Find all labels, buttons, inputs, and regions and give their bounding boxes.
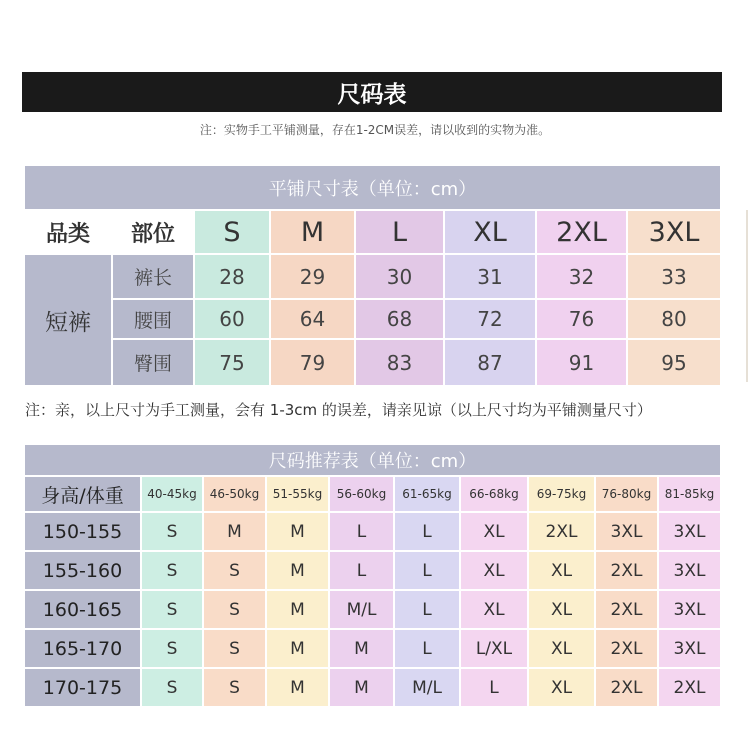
size-value-cell: 31 (445, 255, 535, 298)
size-value-cell: 83 (356, 340, 443, 385)
size-value-cell: 79 (271, 340, 354, 385)
recommended-size-cell: XL (461, 513, 527, 550)
recommended-size-cell: M (267, 591, 328, 628)
weight-header: 61-65kg (395, 477, 459, 511)
recommended-size-cell: 3XL (596, 513, 657, 550)
recommended-size-cell: M (267, 552, 328, 589)
measurement-note-top: 注：实物手工平铺测量，存在1-2CM误差，请以收到的实物为准。 (199, 122, 551, 137)
size-header-3xl: 3XL (628, 211, 720, 253)
recommended-size-cell: L (395, 552, 459, 589)
recommended-size-cell: S (204, 552, 265, 589)
weight-header: 56-60kg (330, 477, 393, 511)
size-header-s: S (195, 211, 269, 253)
size-value-cell: 29 (271, 255, 354, 298)
size-value-cell: 91 (537, 340, 626, 385)
part-label: 裤长 (113, 255, 193, 298)
weight-header: 69-75kg (529, 477, 594, 511)
height-range-cell: 165-170 (25, 630, 140, 667)
recommended-size-cell: M (267, 669, 328, 706)
size-recommend-table-title: 尺码推荐表（单位：cm） (25, 445, 720, 475)
recommended-size-cell: L (395, 591, 459, 628)
size-value-cell: 33 (628, 255, 720, 298)
recommended-size-cell: S (142, 591, 202, 628)
recommended-size-cell: 2XL (596, 669, 657, 706)
size-value-cell: 68 (356, 300, 443, 338)
recommended-size-cell: L (461, 669, 527, 706)
size-value-cell: 60 (195, 300, 269, 338)
size-value-cell: 76 (537, 300, 626, 338)
weight-header: 66-68kg (461, 477, 527, 511)
recommended-size-cell: M (267, 630, 328, 667)
size-header-m: M (271, 211, 354, 253)
size-header-xl: XL (445, 211, 535, 253)
size-value-cell: 32 (537, 255, 626, 298)
recommended-size-cell: 3XL (659, 630, 720, 667)
recommended-size-cell: L (330, 513, 393, 550)
recommended-size-cell: 3XL (659, 552, 720, 589)
size-value-cell: 28 (195, 255, 269, 298)
recommended-size-cell: S (142, 669, 202, 706)
recommended-size-cell: XL (529, 591, 594, 628)
recommended-size-cell: S (142, 630, 202, 667)
recommended-size-cell: S (204, 630, 265, 667)
part-label: 腰围 (113, 300, 193, 338)
size-value-cell: 75 (195, 340, 269, 385)
category-cell: 短裤 (25, 255, 111, 385)
height-weight-corner: 身高/体重 (25, 477, 140, 511)
edge-decoration (746, 210, 748, 382)
recommended-size-cell: S (204, 591, 265, 628)
size-value-cell: 72 (445, 300, 535, 338)
recommended-size-cell: 2XL (596, 591, 657, 628)
size-value-cell: 95 (628, 340, 720, 385)
recommended-size-cell: M (267, 513, 328, 550)
recommended-size-cell: XL (529, 669, 594, 706)
height-range-cell: 150-155 (25, 513, 140, 550)
size-value-cell: 80 (628, 300, 720, 338)
recommended-size-cell: M (330, 630, 393, 667)
page-title: 尺码表 (22, 72, 722, 112)
height-range-cell: 155-160 (25, 552, 140, 589)
recommended-size-cell: M/L (395, 669, 459, 706)
recommended-size-cell: 2XL (659, 669, 720, 706)
weight-header: 46-50kg (204, 477, 265, 511)
recommended-size-cell: M (204, 513, 265, 550)
flat-size-table-title: 平铺尺寸表（单位：cm） (25, 166, 720, 209)
recommended-size-cell: S (142, 552, 202, 589)
weight-header: 81-85kg (659, 477, 720, 511)
size-header-2xl: 2XL (537, 211, 626, 253)
recommended-size-cell: L (395, 630, 459, 667)
size-value-cell: 30 (356, 255, 443, 298)
recommended-size-cell: 2XL (596, 630, 657, 667)
size-value-cell: 64 (271, 300, 354, 338)
recommended-size-cell: L (330, 552, 393, 589)
recommended-size-cell: XL (529, 630, 594, 667)
weight-header: 40-45kg (142, 477, 202, 511)
recommended-size-cell: M (330, 669, 393, 706)
recommended-size-cell: L (395, 513, 459, 550)
part-label: 臀围 (113, 340, 193, 385)
measurement-note-mid: 注：亲，以上尺寸为手工测量，会有 1-3cm 的误差，请亲见谅（以上尺寸均为平铺测量尺寸） (25, 400, 652, 419)
weight-header: 51-55kg (267, 477, 328, 511)
recommended-size-cell: 2XL (596, 552, 657, 589)
recommended-size-cell: S (204, 669, 265, 706)
recommended-size-cell: S (142, 513, 202, 550)
recommended-size-cell: M/L (330, 591, 393, 628)
recommended-size-cell: 2XL (529, 513, 594, 550)
header-category: 品类 (25, 211, 111, 253)
recommended-size-cell: L/XL (461, 630, 527, 667)
recommended-size-cell: 3XL (659, 591, 720, 628)
recommended-size-cell: 3XL (659, 513, 720, 550)
height-range-cell: 170-175 (25, 669, 140, 706)
size-header-l: L (356, 211, 443, 253)
recommended-size-cell: XL (529, 552, 594, 589)
size-value-cell: 87 (445, 340, 535, 385)
header-part: 部位 (113, 211, 193, 253)
recommended-size-cell: XL (461, 552, 527, 589)
height-range-cell: 160-165 (25, 591, 140, 628)
weight-header: 76-80kg (596, 477, 657, 511)
recommended-size-cell: XL (461, 591, 527, 628)
